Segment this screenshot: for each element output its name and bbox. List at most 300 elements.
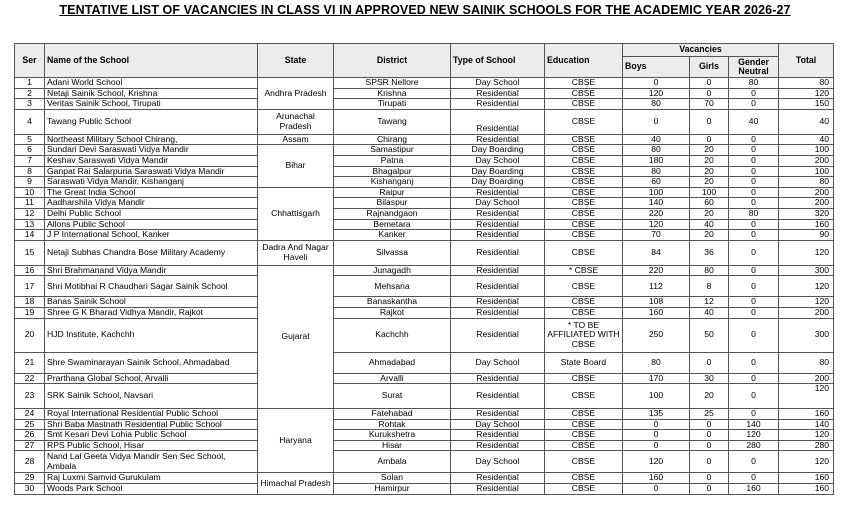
cell-boys: 80	[623, 145, 690, 156]
page-title: TENTATIVE LIST OF VACANCIES IN CLASS VI IN APPROVED NEW SAINIK SCHOOLS FOR THE ACADEMIC YEAR 2026-27	[59, 3, 791, 17]
table-row	[15, 318, 834, 352]
table-row	[15, 208, 834, 219]
cell-state: Arunachal Pradesh	[258, 109, 334, 134]
cell-district: Kanker	[334, 230, 451, 241]
cell-total: 80	[779, 78, 834, 89]
cell-district: Kachchh	[334, 318, 451, 352]
cell-total: 120	[779, 297, 834, 308]
cell-ser: 17	[15, 276, 45, 297]
table-row	[15, 451, 834, 473]
table-row	[15, 307, 834, 318]
cell-gender-neutral: 80	[729, 208, 779, 219]
cell-type: Day School	[451, 352, 545, 373]
cell-girls: 12	[690, 297, 729, 308]
cell-total: 80	[779, 177, 834, 188]
cell-boys: 160	[623, 307, 690, 318]
cell-type: Day School	[451, 419, 545, 430]
table-row	[15, 473, 834, 484]
cell-total: 160	[779, 219, 834, 230]
cell-school-name: Shree G K Bharad Vidhya Mandir, Rajkot	[45, 307, 258, 318]
cell-school-name: Tawang Public School	[45, 109, 258, 134]
cell-girls: 20	[690, 166, 729, 177]
cell-total: 100	[779, 166, 834, 177]
cell-total: 200	[779, 307, 834, 318]
cell-district: Bilaspur	[334, 198, 451, 209]
table-row	[15, 230, 834, 241]
table-row	[15, 177, 834, 188]
cell-girls: 40	[690, 219, 729, 230]
cell-type: Residential	[451, 473, 545, 484]
cell-district: Krishna	[334, 88, 451, 99]
cell-girls: 0	[690, 88, 729, 99]
cell-school-name: Netaji Sainik School, Krishna	[45, 88, 258, 99]
cell-school-name: Sundari Devi Saraswati Vidya Mandir	[45, 145, 258, 156]
cell-school-name: Ganpat Rai Salarpuria Saraswati Vidya Mandir	[45, 166, 258, 177]
cell-state: Bihar	[258, 145, 334, 187]
cell-ser: 3	[15, 99, 45, 110]
cell-district: Samastipur	[334, 145, 451, 156]
cell-gender-neutral: 0	[729, 166, 779, 177]
cell-school-name: RPS Public School, Hisar	[45, 440, 258, 451]
cell-education: CBSE	[545, 276, 623, 297]
cell-total: 140	[779, 419, 834, 430]
cell-gender-neutral: 0	[729, 307, 779, 318]
cell-gender-neutral: 0	[729, 451, 779, 473]
cell-district: Solan	[334, 473, 451, 484]
cell-education: CBSE	[545, 177, 623, 188]
cell-total: 160	[779, 473, 834, 484]
cell-education: CBSE	[545, 187, 623, 198]
cell-gender-neutral: 160	[729, 484, 779, 495]
cell-boys: 100	[623, 384, 690, 409]
cell-type: Residential	[451, 384, 545, 409]
cell-girls: 50	[690, 318, 729, 352]
cell-education: CBSE	[545, 297, 623, 308]
cell-school-name: HJD Institute, Kachchh	[45, 318, 258, 352]
cell-ser: 15	[15, 240, 45, 265]
cell-boys: 120	[623, 219, 690, 230]
cell-district: Chirang	[334, 134, 451, 145]
cell-boys: 0	[623, 484, 690, 495]
cell-boys: 135	[623, 409, 690, 420]
cell-gender-neutral: 0	[729, 99, 779, 110]
cell-school-name: Northeast Military School Chirang,	[45, 134, 258, 145]
cell-education: CBSE	[545, 219, 623, 230]
cell-type: Residential	[451, 240, 545, 265]
cell-total: 280	[779, 440, 834, 451]
cell-boys: 220	[623, 265, 690, 276]
table-row	[15, 297, 834, 308]
cell-girls: 20	[690, 384, 729, 409]
cell-girls: 20	[690, 230, 729, 241]
cell-total: 160	[779, 409, 834, 420]
table-header	[15, 44, 834, 78]
cell-education: CBSE	[545, 155, 623, 166]
table-row	[15, 109, 834, 134]
cell-type: Day School	[451, 451, 545, 473]
cell-girls: 0	[690, 352, 729, 373]
cell-education: CBSE	[545, 430, 623, 441]
cell-school-name: Delhi Public School	[45, 208, 258, 219]
cell-district: Tawang	[334, 109, 451, 134]
cell-type: Residential	[451, 109, 545, 134]
cell-district: Patna	[334, 155, 451, 166]
cell-girls: 0	[690, 134, 729, 145]
header-vacancies: Vacancies	[623, 44, 779, 57]
cell-boys: 0	[623, 78, 690, 89]
cell-boys: 112	[623, 276, 690, 297]
cell-school-name: SRK Sainik School, Navsari	[45, 384, 258, 409]
cell-ser: 1	[15, 78, 45, 89]
cell-girls: 20	[690, 208, 729, 219]
cell-type: Residential	[451, 318, 545, 352]
cell-education: CBSE	[545, 109, 623, 134]
cell-school-name: J P International School, Kanker	[45, 230, 258, 241]
cell-gender-neutral: 0	[729, 187, 779, 198]
cell-boys: 60	[623, 177, 690, 188]
cell-ser: 5	[15, 134, 45, 145]
cell-type: Residential	[451, 99, 545, 110]
cell-total: 200	[779, 187, 834, 198]
table-body	[15, 78, 834, 495]
cell-ser: 4	[15, 109, 45, 134]
cell-education: CBSE	[545, 484, 623, 495]
cell-type: Residential	[451, 276, 545, 297]
cell-education: CBSE	[545, 99, 623, 110]
header-state: State	[258, 44, 334, 78]
cell-district: Hamirpur	[334, 484, 451, 495]
cell-type: Day School	[451, 155, 545, 166]
cell-gender-neutral: 0	[729, 373, 779, 384]
cell-ser: 2	[15, 88, 45, 99]
cell-state: Haryana	[258, 409, 334, 473]
cell-education: CBSE	[545, 384, 623, 409]
cell-education: CBSE	[545, 198, 623, 209]
cell-gender-neutral: 0	[729, 240, 779, 265]
cell-education: CBSE	[545, 373, 623, 384]
table-row	[15, 276, 834, 297]
table-row	[15, 198, 834, 209]
cell-girls: 0	[690, 430, 729, 441]
cell-ser: 11	[15, 198, 45, 209]
cell-school-name: Nand Lal Geeta Vidya Mandir Sen Sec School, Ambala	[45, 451, 258, 473]
cell-gender-neutral: 120	[729, 430, 779, 441]
cell-school-name: Prarthana Global School, Arvalli	[45, 373, 258, 384]
cell-total: 80	[779, 352, 834, 373]
cell-district: Junagadh	[334, 265, 451, 276]
cell-gender-neutral: 0	[729, 409, 779, 420]
cell-boys: 0	[623, 109, 690, 134]
cell-education: CBSE	[545, 240, 623, 265]
cell-type: Residential	[451, 409, 545, 420]
table-row	[15, 265, 834, 276]
cell-boys: 80	[623, 99, 690, 110]
cell-state: Assam	[258, 134, 334, 145]
cell-district: Raipur	[334, 187, 451, 198]
cell-ser: 19	[15, 307, 45, 318]
cell-boys: 250	[623, 318, 690, 352]
cell-boys: 40	[623, 134, 690, 145]
cell-school-name: Shre Swaminarayan Sainik School, Ahmadabad	[45, 352, 258, 373]
cell-boys: 180	[623, 155, 690, 166]
cell-gender-neutral: 0	[729, 230, 779, 241]
cell-type: Residential	[451, 307, 545, 318]
cell-ser: 12	[15, 208, 45, 219]
cell-ser: 28	[15, 451, 45, 473]
cell-ser: 13	[15, 219, 45, 230]
cell-gender-neutral: 0	[729, 318, 779, 352]
cell-type: Day Boarding	[451, 145, 545, 156]
cell-type: Day Boarding	[451, 166, 545, 177]
cell-district: Silvassa	[334, 240, 451, 265]
cell-girls: 0	[690, 451, 729, 473]
cell-district: Fatehabad	[334, 409, 451, 420]
cell-girls: 36	[690, 240, 729, 265]
cell-school-name: Aadharshila Vidya Mandir	[45, 198, 258, 209]
cell-boys: 0	[623, 430, 690, 441]
cell-type: Residential	[451, 230, 545, 241]
header-total: Total	[779, 44, 834, 78]
cell-ser: 16	[15, 265, 45, 276]
cell-ser: 6	[15, 145, 45, 156]
cell-type: Residential	[451, 430, 545, 441]
cell-boys: 120	[623, 451, 690, 473]
cell-total: 200	[779, 373, 834, 384]
cell-gender-neutral: 0	[729, 352, 779, 373]
cell-gender-neutral: 280	[729, 440, 779, 451]
cell-gender-neutral: 0	[729, 384, 779, 409]
cell-ser: 23	[15, 384, 45, 409]
header-boys: Boys	[623, 57, 690, 78]
cell-district: Kurukshetra	[334, 430, 451, 441]
cell-type: Residential	[451, 265, 545, 276]
cell-ser: 21	[15, 352, 45, 373]
cell-education: CBSE	[545, 473, 623, 484]
cell-district: Rajnandgaon	[334, 208, 451, 219]
cell-total: 150	[779, 99, 834, 110]
cell-type: Day Boarding	[451, 177, 545, 188]
cell-girls: 8	[690, 276, 729, 297]
cell-district: Ahmadabad	[334, 352, 451, 373]
cell-school-name: Woods Park School	[45, 484, 258, 495]
cell-ser: 27	[15, 440, 45, 451]
cell-ser: 20	[15, 318, 45, 352]
table-row	[15, 155, 834, 166]
cell-type: Residential	[451, 440, 545, 451]
cell-gender-neutral: 0	[729, 155, 779, 166]
cell-district: Hisar	[334, 440, 451, 451]
cell-education: * CBSE	[545, 265, 623, 276]
cell-type: Residential	[451, 88, 545, 99]
cell-gender-neutral: 0	[729, 134, 779, 145]
table-row	[15, 373, 834, 384]
cell-ser: 22	[15, 373, 45, 384]
table-row	[15, 145, 834, 156]
cell-education: CBSE	[545, 419, 623, 430]
cell-boys: 100	[623, 187, 690, 198]
cell-ser: 10	[15, 187, 45, 198]
cell-district: Arvalli	[334, 373, 451, 384]
cell-type: Residential	[451, 134, 545, 145]
table-row	[15, 187, 834, 198]
cell-education: CBSE	[545, 440, 623, 451]
cell-total: 120	[779, 276, 834, 297]
header-education: Education	[545, 44, 623, 78]
cell-total: 120	[779, 451, 834, 473]
cell-school-name: The Great India School	[45, 187, 258, 198]
header-girls: Girls	[690, 57, 729, 78]
cell-boys: 84	[623, 240, 690, 265]
table-row	[15, 99, 834, 110]
cell-girls: 20	[690, 155, 729, 166]
cell-district: SPSR Nellore	[334, 78, 451, 89]
cell-girls: 0	[690, 484, 729, 495]
cell-district: Tirupati	[334, 99, 451, 110]
cell-education: CBSE	[545, 409, 623, 420]
cell-school-name: Raj Luxmi Samvid Gurukulam	[45, 473, 258, 484]
cell-boys: 160	[623, 473, 690, 484]
table-row	[15, 78, 834, 89]
cell-school-name: Banas Sainik School	[45, 297, 258, 308]
cell-total: 120	[779, 88, 834, 99]
cell-boys: 140	[623, 198, 690, 209]
cell-district: Surat	[334, 384, 451, 409]
cell-type: Residential	[451, 187, 545, 198]
cell-total: 160	[779, 484, 834, 495]
cell-total: 300	[779, 318, 834, 352]
cell-girls: 0	[690, 109, 729, 134]
cell-ser: 25	[15, 419, 45, 430]
cell-gender-neutral: 0	[729, 219, 779, 230]
cell-education: CBSE	[545, 230, 623, 241]
cell-district: Mehsana	[334, 276, 451, 297]
table-row	[15, 484, 834, 495]
table-row	[15, 166, 834, 177]
cell-education: * TO BE AFFILIATED WITH CBSE	[545, 318, 623, 352]
cell-school-name: Adani World School	[45, 78, 258, 89]
cell-total: 200	[779, 198, 834, 209]
cell-total: 120	[779, 240, 834, 265]
cell-ser: 8	[15, 166, 45, 177]
cell-education: CBSE	[545, 134, 623, 145]
cell-district: Rajkot	[334, 307, 451, 318]
cell-girls: 0	[690, 440, 729, 451]
cell-total: 120	[779, 430, 834, 441]
cell-gender-neutral: 0	[729, 276, 779, 297]
cell-boys: 80	[623, 352, 690, 373]
table-row	[15, 134, 834, 145]
vacancies-table	[14, 43, 834, 495]
cell-total: 40	[779, 109, 834, 134]
cell-girls: 20	[690, 145, 729, 156]
table-row	[15, 440, 834, 451]
cell-girls: 30	[690, 373, 729, 384]
cell-boys: 220	[623, 208, 690, 219]
cell-gender-neutral: 0	[729, 88, 779, 99]
cell-girls: 60	[690, 198, 729, 209]
cell-type: Residential	[451, 208, 545, 219]
table-row	[15, 88, 834, 99]
cell-ser: 29	[15, 473, 45, 484]
cell-ser: 30	[15, 484, 45, 495]
cell-boys: 70	[623, 230, 690, 241]
cell-education: CBSE	[545, 451, 623, 473]
header-school-name: Name of the School	[45, 44, 258, 78]
cell-district: Banaskantha	[334, 297, 451, 308]
cell-school-name: Netaji Subhas Chandra Bose Military Academy	[45, 240, 258, 265]
cell-total: 300	[779, 265, 834, 276]
cell-education: CBSE	[545, 307, 623, 318]
cell-gender-neutral: 0	[729, 177, 779, 188]
cell-gender-neutral: 140	[729, 419, 779, 430]
header-type: Type of School	[451, 44, 545, 78]
header-district: District	[334, 44, 451, 78]
cell-education: CBSE	[545, 166, 623, 177]
cell-education: CBSE	[545, 145, 623, 156]
cell-ser: 14	[15, 230, 45, 241]
cell-state: Gujarat	[258, 265, 334, 408]
cell-boys: 108	[623, 297, 690, 308]
cell-type: Day School	[451, 78, 545, 89]
cell-girls: 0	[690, 419, 729, 430]
cell-gender-neutral: 40	[729, 109, 779, 134]
cell-gender-neutral: 0	[729, 473, 779, 484]
cell-ser: 26	[15, 430, 45, 441]
cell-state: Andhra Pradesh	[258, 78, 334, 110]
cell-district: Rohtak	[334, 419, 451, 430]
cell-girls: 100	[690, 187, 729, 198]
cell-ser: 18	[15, 297, 45, 308]
cell-school-name: Shri Brahmanand Vidya Mandir	[45, 265, 258, 276]
cell-gender-neutral: 0	[729, 297, 779, 308]
cell-education: State Board	[545, 352, 623, 373]
cell-type: Day School	[451, 198, 545, 209]
cell-total: 200	[779, 155, 834, 166]
table-row	[15, 430, 834, 441]
cell-total: 90	[779, 230, 834, 241]
cell-girls: 25	[690, 409, 729, 420]
cell-state: Chhattisgarh	[258, 187, 334, 240]
cell-education: CBSE	[545, 208, 623, 219]
cell-district: Kishanganj	[334, 177, 451, 188]
cell-ser: 24	[15, 409, 45, 420]
cell-school-name: Allons Public School	[45, 219, 258, 230]
table-row	[15, 352, 834, 373]
cell-education: CBSE	[545, 78, 623, 89]
cell-girls: 0	[690, 78, 729, 89]
cell-total: 100	[779, 145, 834, 156]
table-row	[15, 419, 834, 430]
cell-girls: 70	[690, 99, 729, 110]
cell-gender-neutral: 0	[729, 145, 779, 156]
cell-ser: 9	[15, 177, 45, 188]
cell-girls: 20	[690, 177, 729, 188]
cell-girls: 80	[690, 265, 729, 276]
table-row	[15, 384, 834, 409]
cell-school-name: Royal International Residential Public School	[45, 409, 258, 420]
cell-boys: 80	[623, 166, 690, 177]
header-gender-neutral: Gender Neutral	[729, 57, 779, 78]
cell-gender-neutral: 0	[729, 265, 779, 276]
cell-district: Bemetara	[334, 219, 451, 230]
cell-ser: 7	[15, 155, 45, 166]
cell-type: Residential	[451, 484, 545, 495]
cell-school-name: Keshav Saraswati Vidya Mandir	[45, 155, 258, 166]
cell-school-name: Veritas Sainik School, Tirupati	[45, 99, 258, 110]
cell-education: CBSE	[545, 88, 623, 99]
cell-girls: 40	[690, 307, 729, 318]
table-row	[15, 409, 834, 420]
